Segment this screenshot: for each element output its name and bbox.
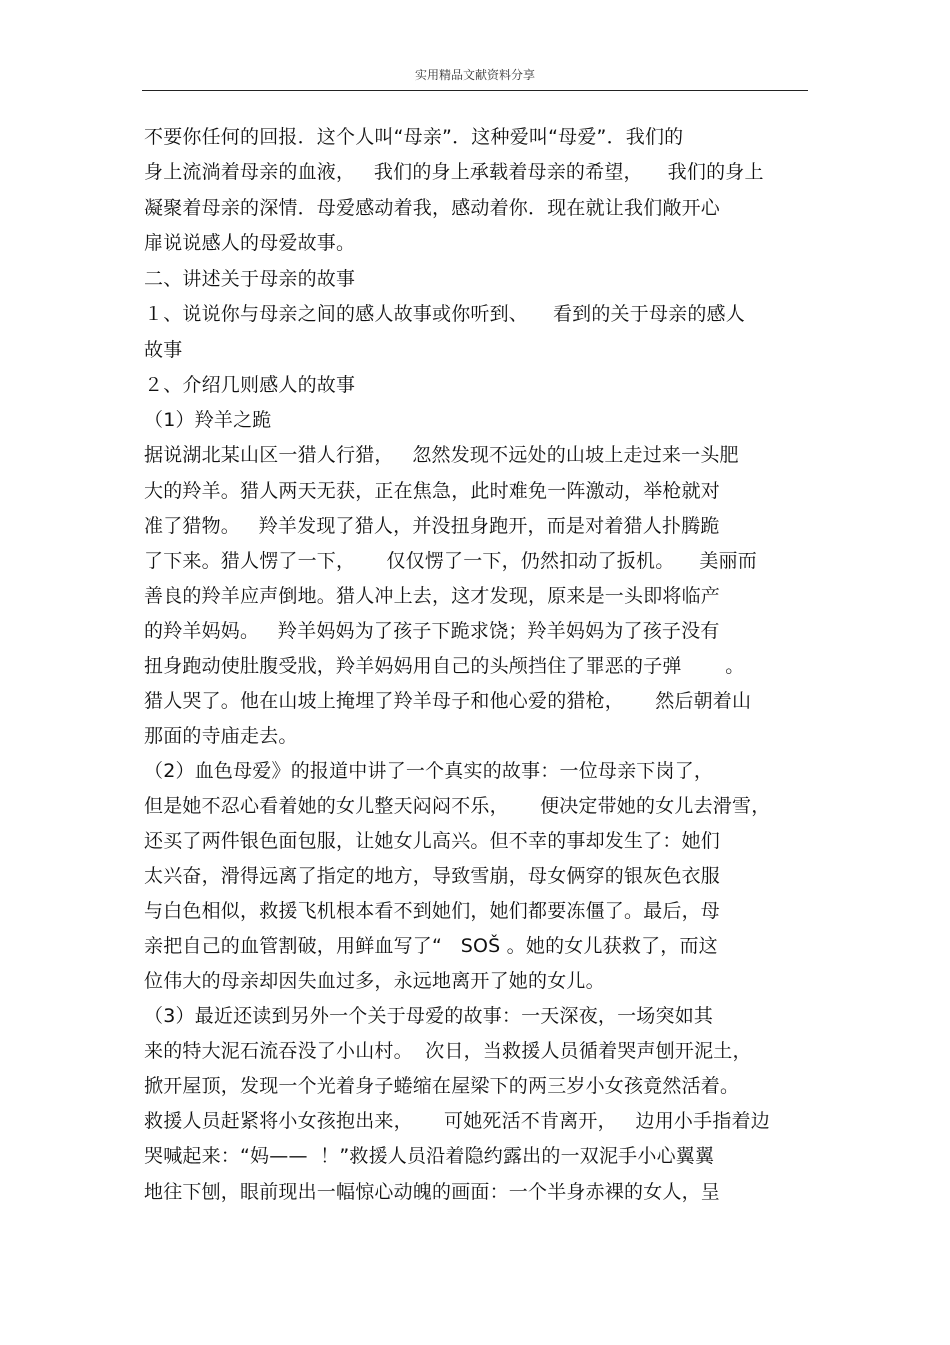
text-line: 大的羚羊。猎人两天无获，正在焦急，此时难免一阵激动，举枪就对	[144, 480, 721, 502]
text-line: 那面的寺庙走去。	[144, 725, 298, 747]
text-line: １、说说你与母亲之间的感人故事或你听到、 看到的关于母亲的感人	[144, 303, 745, 325]
text-line: 扭身跑动使肚腹受戕，羚羊妈妈用自己的头颅挡住了罪恶的子弹 。	[144, 655, 745, 677]
text-line: 太兴奋，滑得远离了指定的地方，导致雪崩，母女俩穿的银灰色衣服	[144, 865, 721, 887]
story-heading: （2）血色母爱》的报道中讲了一个真实的故事：一位母亲下岗了，	[144, 760, 714, 782]
text-line: 猎人哭了。他在山坡上掩埋了羚羊母子和他心爱的猎枪， 然后朝着山	[144, 690, 752, 712]
text-line: 亲把自己的血管割破，用鲜血写了“ SOŠ 。她的女儿获救了，而这	[144, 935, 718, 957]
text-line: 还买了两件银色面包服，让她女儿高兴。但不幸的事却发生了：她们	[144, 830, 721, 852]
text-line: 地往下刨，眼前现出一幅惊心动魄的画面：一个半身赤裸的女人，呈	[144, 1181, 721, 1203]
text-line: 了下来。猎人愣了一下， 仅仅愣了一下，仍然扣动了扳机。 美丽而	[144, 550, 757, 572]
story-heading: （3）最近还读到另外一个关于母爱的故事：一天深夜，一场突如其	[144, 1005, 714, 1027]
text-line: 扉说说感人的母爱故事。	[144, 232, 356, 254]
text-line: 据说湖北某山区一猎人行猎， 忽然发现不远处的山坡上走过来一头肥	[144, 444, 739, 466]
text-line: 身上流淌着母亲的血液， 我们的身上承载着母亲的希望， 我们的身上	[144, 161, 764, 183]
text-line: 掀开屋顶，发现一个光着身子蜷缩在屋梁下的两三岁小女孩竟然活着。	[144, 1075, 740, 1097]
section-heading: 二、讲述关于母亲的故事	[144, 268, 356, 290]
text-line: 位伟大的母亲却因失血过多，永远地离开了她的女儿。	[144, 970, 605, 992]
text-line: 的羚羊妈妈。 羚羊妈妈为了孩子下跪求饶；羚羊妈妈为了孩子没有	[144, 620, 720, 642]
text-line: 来的特大泥石流吞没了小山村。 次日，当救援人员循着哭声刨开泥土，	[144, 1040, 752, 1062]
text-line: 善良的羚羊应声倒地。猎人冲上去，这才发现，原来是一头即将临产	[144, 585, 721, 607]
text-line: 凝聚着母亲的深情．母爱感动着我，感动着你．现在就让我们敞开心	[144, 197, 721, 219]
text-line: 故事	[144, 339, 183, 361]
story-heading: （1）羚羊之跪	[144, 409, 272, 431]
text-line: 救援人员赶紧将小女孩抱出来， 可她死活不肯离开， 边用小手指着边	[144, 1110, 770, 1132]
text-line: 准了猎物。 羚羊发现了猎人，并没扭身跑开，而是对着猎人扑腾跪	[144, 515, 720, 537]
header-divider	[142, 90, 808, 91]
page-header: 实用精品文献资料分享	[414, 68, 535, 82]
text-line: 哭喊起来：“妈—— ！”救援人员沿着隐约露出的一双泥手小心翼翼	[144, 1145, 715, 1167]
text-line: 但是她不忍心看着她的女儿整天闷闷不乐， 便决定带她的女儿去滑雪，	[144, 795, 771, 817]
text-line: 与白色相似，救援飞机根本看不到她们，她们都要冻僵了。最后，母	[144, 900, 721, 922]
text-line: ２、介绍几则感人的故事	[144, 374, 356, 396]
text-line: 不要你任何的回报．这个人叫“母亲”．这种爱叫“母爱”．我们的	[144, 126, 684, 148]
